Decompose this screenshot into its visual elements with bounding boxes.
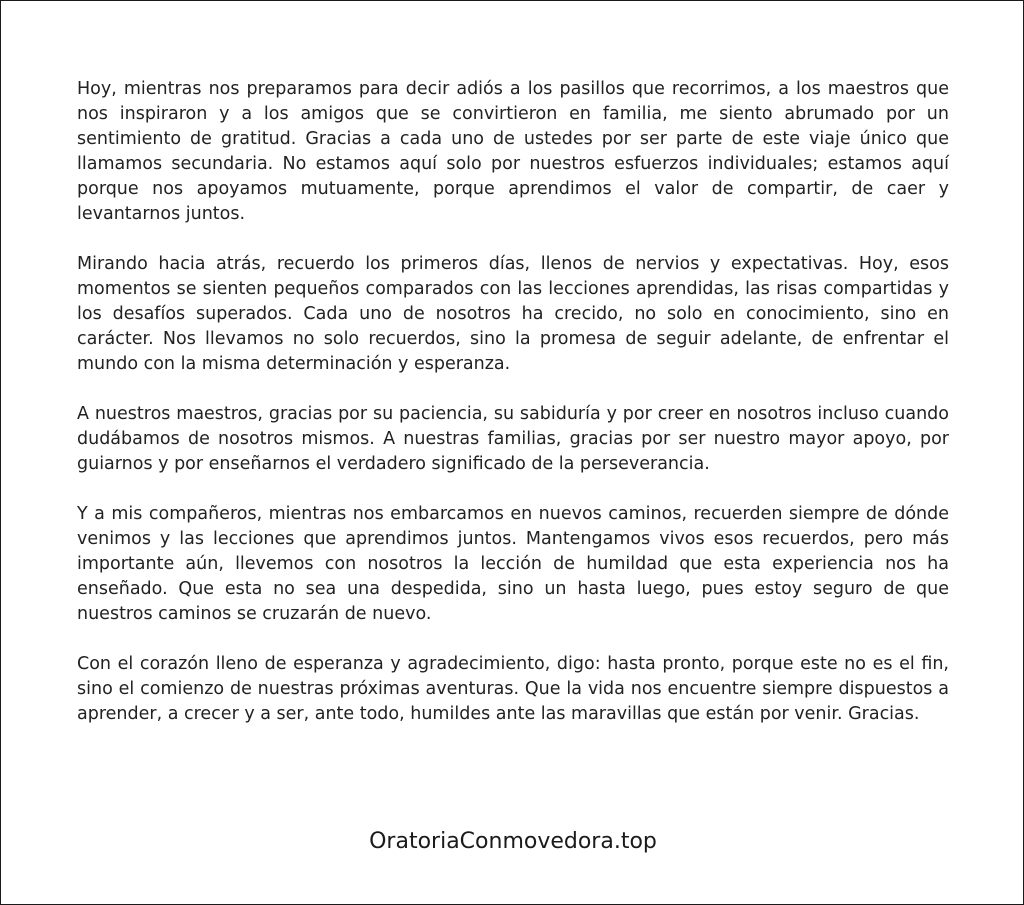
paragraph-1: Hoy, mientras nos preparamos para decir adiós a los pasillos que recorrimos, a los maestros que nos inspiraron y a los amigos que se convirtieron en familia, me siento abrumado por un sentimiento de gratitud. Gracias a cada uno de ustedes por ser parte de este viaje único que llamamos secundaria. No estamos aquí solo por nuestros esfuerzos individuales; estamos aquí porque nos apoyamos mutuamente, porque aprendimos el valor de compartir, de caer y levantarnos juntos. (77, 79, 949, 224)
speech-body (77, 77, 949, 752)
paragraph-3: A nuestros maestros, gracias por su paciencia, su sabiduría y por creer en nosotros incluso cuando dudábamos de nosotros mismos. A nuestras familias, gracias por ser nuestro mayor apoyo, por guiarnos y por enseñarnos el verdadero significado de la perseverancia. (77, 404, 949, 474)
footer-site-name: OratoriaConmovedora.top (369, 829, 657, 854)
paragraph-4: Y a mis compañeros, mientras nos embarcamos en nuevos caminos, recuerden siempre de dónde venimos y las lecciones que aprendimos juntos. Mantengamos vivos esos recuerdos, pero más importante aún, llevemos con nosotros la lección de humildad que esta experiencia nos ha enseñado. Que esta no sea una despedida, sino un hasta luego, pues estoy seguro de que nuestros caminos se cruzarán de nuevo. (77, 504, 949, 624)
paragraph-5: Con el corazón lleno de esperanza y agradecimiento, digo: hasta pronto, porque este no es el fin, sino el comienzo de nuestras próximas aventuras. Que la vida nos encuentre siempre dispuestos a aprender, a crecer y a ser, ante todo, humildes ante las maravillas que están por venir. Gracias. (77, 654, 949, 724)
paragraph-2: Mirando hacia atrás, recuerdo los primeros días, llenos de nervios y expectativas. Hoy, esos momentos se sienten pequeños comparados con las lecciones aprendidas, las risas compartidas y los desafíos superados. Cada uno de nosotros ha crecido, no solo en conocimiento, sino en carácter. Nos llevamos no solo recuerdos, sino la promesa de seguir adelante, de enfrentar el mundo con la misma determinación y esperanza. (77, 254, 949, 374)
